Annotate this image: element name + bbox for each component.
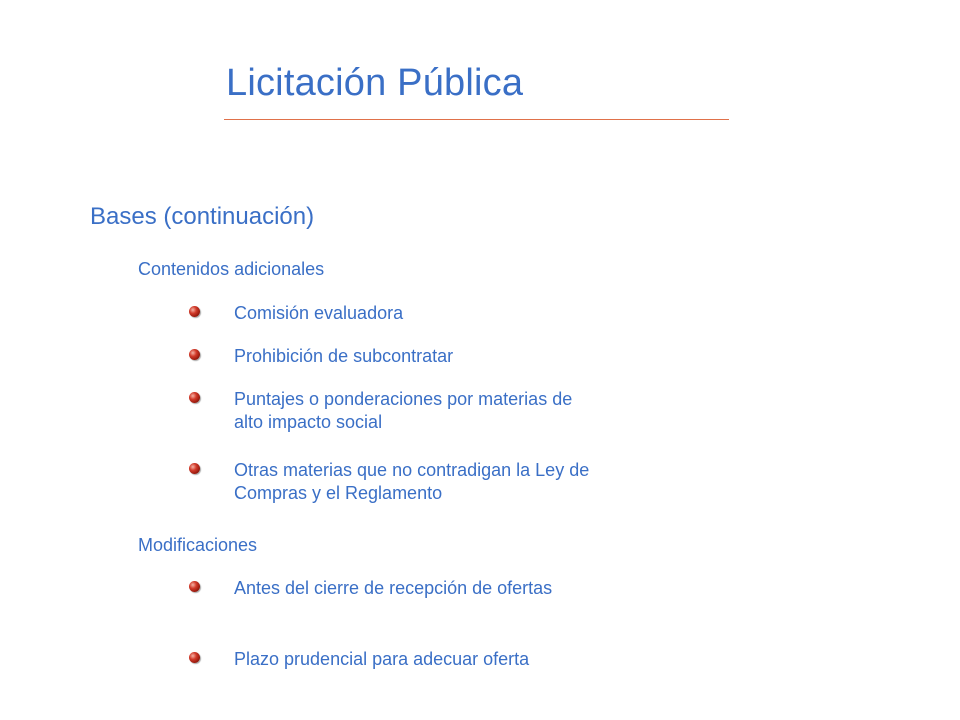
- bullet-icon: [189, 349, 200, 360]
- list-item-text: Antes del cierre de recepción de ofertas: [234, 578, 553, 598]
- group-label-contenidos: Contenidos adicionales: [138, 259, 325, 279]
- list-item-text: Puntajes o ponderaciones por materias de alto impacto social: [234, 389, 573, 432]
- bullet-icon: [189, 392, 200, 403]
- group-label-modificaciones: Modificaciones: [138, 535, 258, 555]
- list-item-text: Comisión evaluadora: [234, 303, 404, 323]
- slide-title: Licitación Pública: [226, 62, 524, 104]
- section-heading: Bases (continuación): [90, 203, 315, 230]
- list-item-text: Plazo prudencial para adecuar oferta: [234, 649, 530, 669]
- bullet-icon: [189, 581, 200, 592]
- bullet-icon: [189, 306, 200, 317]
- list-item-text: Prohibición de subcontratar: [234, 346, 454, 366]
- list-item-text: Otras materias que no contradigan la Ley de Compras y el Reglamento: [234, 460, 590, 503]
- bullet-icon: [189, 652, 200, 663]
- bullet-icon: [189, 463, 200, 474]
- title-underline: [224, 119, 729, 120]
